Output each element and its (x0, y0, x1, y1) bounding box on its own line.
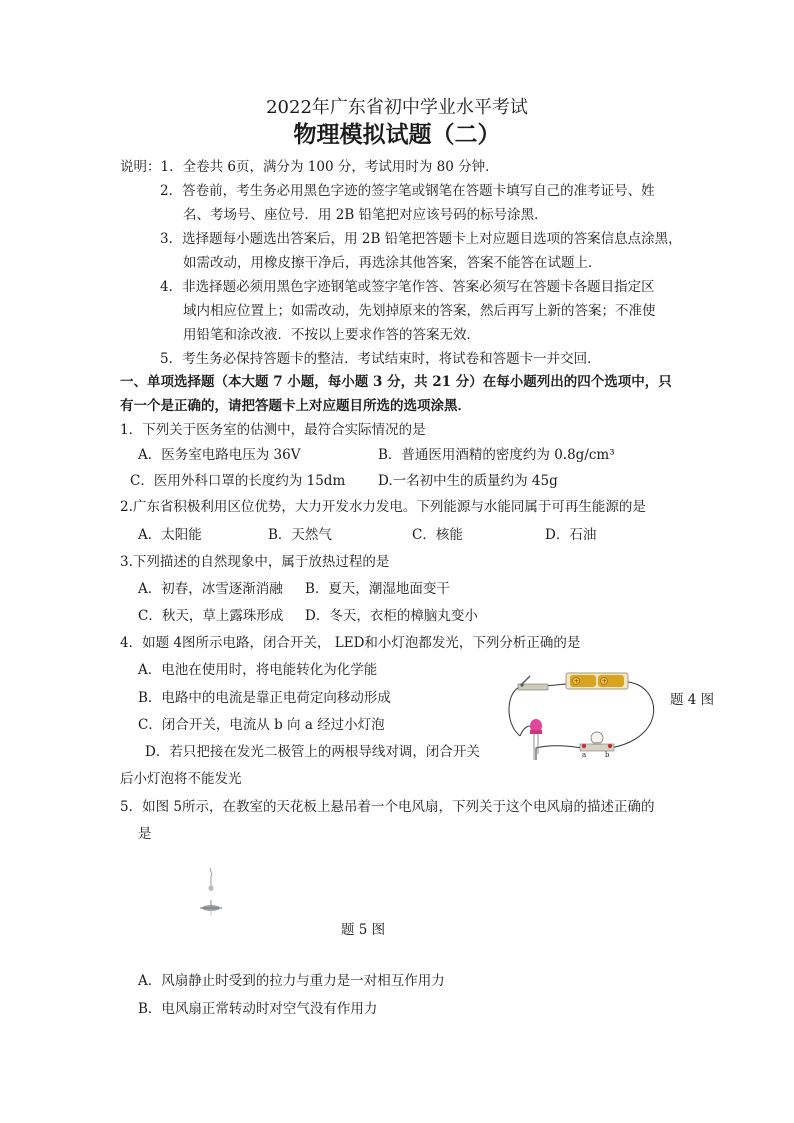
figure-terminal-b: b (605, 751, 610, 759)
question-4-stem: 4．如题 4图所示电路，闭合开关， LED和小灯泡都发光，下列分析正确的是 (120, 635, 581, 651)
section-heading: 一、单项选择题（本大题 7 小题，每小题 3 分，共 21 分）在每小题列出的四个选项中，只 (120, 374, 672, 390)
battery-pack (566, 673, 628, 689)
q2-option-b: B．天然气 (268, 527, 332, 543)
svg-text:+: + (573, 678, 579, 685)
bulb-holder (580, 732, 614, 751)
exam-subtitle: 物理模拟试题（二） (293, 121, 501, 148)
q3-option-a: A．初春，冰雪逐渐消融 (138, 581, 283, 597)
q4-option-d: D．若只把接在发光二极管上的两根导线对调，闭合开关 (145, 744, 480, 760)
q3-option-b: B．夏天，潮湿地面变干 (305, 581, 450, 597)
instruction-line: 说明：1．全卷共 6页，满分为 100 分，考试用时为 80 分钟． (120, 159, 499, 175)
q4-option-d-cont: 后小灯泡将不能发光 (120, 771, 242, 787)
q1-option-c: C．医用外科口罩的长度约为 15dm (130, 473, 346, 489)
instruction-line: 3．选择题每小题选出答案后，用 2B 铅笔把答题卡上对应题目选项的答案信息点涂黑， (160, 231, 682, 247)
ceiling-fan-figure (196, 866, 226, 922)
q2-option-c: C．核能 (412, 527, 463, 543)
circuit-figure (500, 668, 670, 778)
circuit-wire (536, 746, 582, 760)
q2-option-d: D．石油 (545, 527, 597, 543)
q1-option-a: A．医务室电路电压为 36V (138, 447, 301, 463)
q1-option-d: D.一名初中生的质量约为 45g (378, 473, 558, 489)
instruction-line: 5．考生务必保持答题卡的整洁．考试结束时，将试卷和答题卡一并交回． (160, 351, 601, 367)
switch (518, 676, 548, 690)
q5-option-b: B．电风扇正常转动时对空气没有作用力 (138, 1001, 378, 1017)
instruction-line: 用铅笔和涂改液．不按以上要求作答的答案无效． (183, 327, 480, 343)
q4-option-b: B．电路中的电流是靠正电荷定向移动形成 (138, 690, 391, 706)
q5-option-a: A．风扇静止时受到的拉力与重力是一对相互作用力 (138, 973, 445, 989)
instruction-line: 2．答卷前，考生务必用黑色字迹的签字笔或钢笔在答题卡填写自己的准考证号、姓 (160, 183, 655, 199)
question-5-stem-cont: 是 (138, 826, 152, 842)
question-1-stem: 1．下列关于医务室的估测中，最符合实际情况的是 (120, 422, 426, 438)
q3-option-c: C．秋天，草上露珠形成 (138, 608, 284, 624)
figure-terminal-a: a (582, 751, 587, 759)
question-3-stem: 3.下列描述的自然现象中，属于放热过程的是 (120, 554, 390, 570)
figure-4-caption: 题 4 图 (670, 692, 715, 708)
question-5-stem: 5．如图 5所示，在教室的天花板上悬吊着一个电风扇，下列关于这个电风扇的描述正确的 (120, 799, 655, 815)
figure-5-caption: 题 5 图 (341, 922, 386, 938)
q4-option-a: A．电池在使用时，将电能转化为化学能 (138, 662, 378, 678)
instruction-line: 名、考场号、座位号．用 2B 铅笔把对应该号码的标号涂黑． (183, 207, 548, 223)
q2-option-a: A．太阳能 (138, 527, 202, 543)
q3-option-d: D．冬天，衣柜的樟脑丸变小 (305, 608, 478, 624)
question-2-stem: 2.广东省积极利用区位优势，大力开发水力发电。下列能源与水能同属于可再生能源的是 (120, 499, 646, 515)
circuit-wire (509, 686, 522, 736)
instruction-line: 4．非选择题必须用黑色字迹钢笔或签字笔作答、答案必须写在答题卡各题目指定区 (160, 279, 655, 295)
section-heading: 有一个是正确的，请把答题卡上对应题目所选的选项涂黑． (120, 398, 471, 414)
instruction-line: 域内相应位置上；如需改动，先划掉原来的答案，然后再写上新的答案；不准使 (183, 303, 656, 319)
exam-title: 2022年广东省初中学业水平考试 (266, 97, 528, 118)
svg-text:+: + (601, 678, 607, 685)
circuit-wire (610, 682, 654, 748)
q1-option-b: B．普通医用酒精的密度约为 0.8g/cm³ (378, 447, 615, 463)
instruction-line: 如需改动，用橡皮擦干净后，再选涂其他答案，答案不能答在试题上． (183, 255, 602, 271)
q4-option-c: C．闭合开关，电流从 b 向 a 经过小灯泡 (138, 717, 385, 733)
